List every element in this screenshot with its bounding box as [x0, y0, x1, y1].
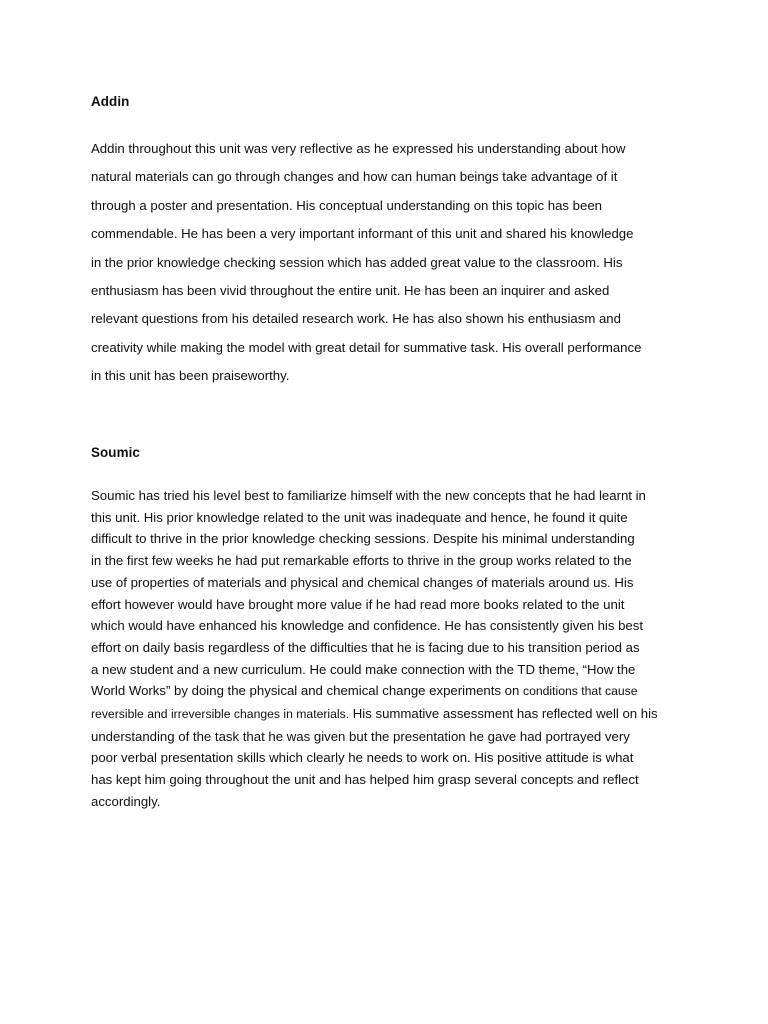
- paragraph-addin: [91, 135, 691, 391]
- text-line: Soumic has tried his level best to familiarize himself with the new concepts that he had learnt in: [91, 488, 646, 503]
- text-line: understanding of the task that he was given but the presentation he gave had portrayed very: [91, 728, 630, 744]
- text-line: Addin throughout this unit was very reflective as he expressed his understanding about how: [91, 141, 626, 156]
- text-line: [91, 680, 691, 703]
- text-line: a new student and a new curriculum. He could make connection with the TD theme, “How the: [91, 661, 636, 677]
- text-run-small: reversible and irreversible changes in materials.: [91, 707, 350, 722]
- text-run: His summative assessment has reflected well on his: [349, 706, 658, 722]
- text-line: has kept him going throughout the unit and has helped him grasp several concepts and reflect: [91, 772, 639, 788]
- text-line: which would have enhanced his knowledge and confidence. He has consistently given his best: [91, 618, 644, 634]
- section-heading-addin: Addin: [91, 94, 130, 109]
- text-line: [91, 703, 691, 726]
- text-line: enthusiasm has been vivid throughout the entire unit. He has been an inquirer and asked: [91, 283, 610, 299]
- text-run: World Works” by doing the physical and chemical change experiments on: [91, 683, 523, 699]
- text-line: relevant questions from his detailed research work. He has also shown his enthusiasm and: [91, 311, 621, 327]
- text-line: effort on daily basis regardless of the difficulties that he is facing due to his transition period as: [91, 639, 640, 655]
- text-line: through a poster and presentation. His conceptual understanding on this topic has been: [91, 197, 602, 213]
- text-line: use of properties of materials and physical and chemical changes of materials around us. His: [91, 574, 634, 590]
- text-line: accordingly.: [91, 793, 161, 809]
- text-run-small: conditions that cause: [523, 684, 638, 699]
- section-heading-soumic: Soumic: [91, 445, 140, 460]
- text-line: poor verbal presentation skills which clearly he needs to work on. His positive attitude is what: [91, 750, 634, 766]
- text-line: in the prior knowledge checking session which has added great value to the classroom. His: [91, 254, 623, 270]
- text-line: commendable. He has been a very important informant of this unit and shared his knowledge: [91, 226, 634, 242]
- text-line: natural materials can go through changes and how can human beings take advantage of it: [91, 169, 618, 185]
- text-line: this unit. His prior knowledge related to the unit was inadequate and hence, he found it quite: [91, 509, 628, 525]
- text-line: creativity while making the model with great detail for summative task. His overall performance: [91, 339, 642, 355]
- text-line: effort however would have brought more value if he had read more books related to the unit: [91, 596, 625, 612]
- text-line: in this unit has been praiseworthy.: [91, 368, 290, 384]
- text-line: in the first few weeks he had put remarkable efforts to thrive in the group works related to the: [91, 553, 632, 569]
- text-line: difficult to thrive in the prior knowledge checking sessions. Despite his minimal understanding: [91, 531, 635, 547]
- paragraph-soumic: [91, 485, 691, 813]
